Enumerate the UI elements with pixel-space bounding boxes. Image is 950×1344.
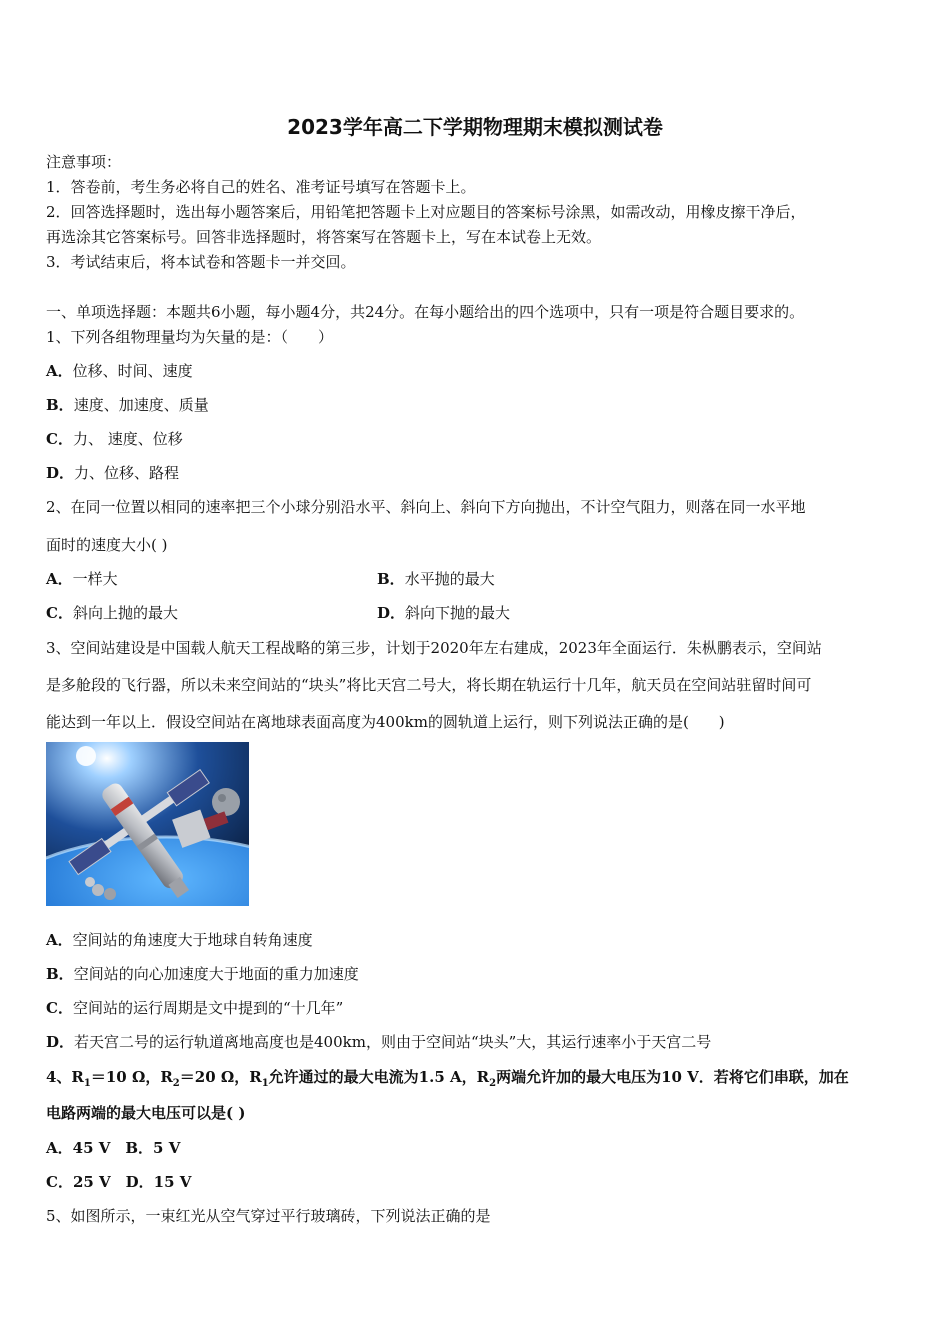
option-text: 速度、加速度、质量 <box>73 396 209 414</box>
stem-part: ＝20 Ω，R <box>179 1068 262 1086</box>
stem-part: 4、R <box>46 1068 84 1086</box>
question-3-option-b <box>46 964 359 984</box>
subscript: 1 <box>261 1078 269 1089</box>
notice-item: 1．答卷前，考生务必将自己的姓名、准考证号填写在答题卡上。 <box>46 178 476 196</box>
space-station-illustration <box>46 742 249 906</box>
stem-part: ＝10 Ω，R <box>90 1068 173 1086</box>
option-label: B． <box>377 570 405 588</box>
stem-part: 两端允许加的最大电压为10 V．若将它们串联，加在 <box>496 1068 849 1086</box>
section-heading: 一、单项选择题：本题共6小题，每小题4分，共24分。在每小题给出的四个选项中，只有一项是符合题目要求的。 <box>46 303 805 321</box>
subscript: 1 <box>83 1078 91 1089</box>
option-text: 水平抛的最大 <box>404 570 495 588</box>
question-3-option-a <box>46 930 313 950</box>
notice-item: 2．回答选择题时，选出每小题答案后，用铅笔把答题卡上对应题目的答案标号涂黑，如需改动，用橡皮擦干净后， <box>46 203 806 221</box>
notice-heading: 注意事项： <box>46 153 122 171</box>
question-2-stem: 2、在同一位置以相同的速率把三个小球分别沿水平、斜向上、斜向下方向抛出，不计空气阻力，则落在同一水平地 <box>46 498 806 516</box>
option-text: 斜向下抛的最大 <box>405 604 511 622</box>
option-label: C． <box>46 430 73 448</box>
subscript: 2 <box>172 1078 180 1089</box>
option-label: C． <box>46 999 73 1017</box>
option-label: B． <box>46 396 74 414</box>
question-1-stem: 1、下列各组物理量均为矢量的是：（ ） <box>46 328 334 346</box>
question-3-stem: 3、空间站建设是中国载人航天工程战略的第三步，计划于2020年左右建成，2023年全面运行．朱枞鹏表示，空间站 <box>46 639 822 657</box>
question-3-stem-cont: 能达到一年以上．假设空间站在离地球表面高度为400km的圆轨道上运行，则下列说法正确的是( ) <box>46 713 725 731</box>
option-label: B． <box>46 965 74 983</box>
question-3-stem-cont: 是多舱段的飞行器，所以未来空间站的“块头”将比天宫二号大，将长期在轨运行十几年，航天员在空间站驻留时间可 <box>46 676 812 694</box>
option-label: C． <box>46 604 73 622</box>
option-text: 空间站的运行周期是文中提到的“十几年” <box>72 999 344 1017</box>
question-4-stem-cont: 电路两端的最大电压可以是( ) <box>46 1104 246 1122</box>
option-label: D． <box>46 464 75 482</box>
question-2-option-c <box>46 603 178 623</box>
question-5-stem: 5、如图所示，一束红光从空气穿过平行玻璃砖，下列说法正确的是 <box>46 1207 491 1225</box>
option-label: A． <box>46 570 73 588</box>
question-3-option-d <box>46 1032 711 1052</box>
question-4-options-row-2: C．25 V D．15 V <box>46 1173 192 1191</box>
option-text: 空间站的角速度大于地球自转角速度 <box>72 931 313 949</box>
page-title: 2023学年高二下学期物理期末模拟测试卷 <box>287 115 663 139</box>
option-text: 力、 速度、位移 <box>72 430 183 448</box>
question-2-stem-cont: 面时的速度大小( ) <box>46 536 168 554</box>
option-text: 若天宫二号的运行轨道离地高度也是400km，则由于空间站“块头”大，其运行速率小于天宫二号 <box>74 1033 712 1051</box>
question-4-stem <box>46 1067 849 1094</box>
option-text: 斜向上抛的最大 <box>72 604 178 622</box>
question-1-option-d <box>46 463 179 483</box>
notice-item: 3．考试结束后，将本试卷和答题卡一并交回。 <box>46 253 356 271</box>
space-station-image <box>46 742 249 906</box>
question-3-option-c <box>46 998 343 1018</box>
option-label: D． <box>46 1033 75 1051</box>
stem-part: 允许通过的最大电流为1.5 A，R <box>268 1068 490 1086</box>
question-1-option-a <box>46 361 193 381</box>
option-label: D． <box>377 604 406 622</box>
question-1-option-c <box>46 429 183 449</box>
option-label: A． <box>46 362 73 380</box>
option-text: 空间站的向心加速度大于地面的重力加速度 <box>73 965 359 983</box>
question-1-option-b <box>46 395 209 415</box>
option-text: 位移、时间、速度 <box>72 362 193 380</box>
subscript: 2 <box>489 1078 497 1089</box>
question-2-option-a <box>46 569 118 589</box>
notice-item: 再选涂其它答案标号。回答非选择题时，将答案写在答题卡上，写在本试卷上无效。 <box>46 228 602 246</box>
option-text: 力、位移、路程 <box>74 464 180 482</box>
option-label: A． <box>46 931 73 949</box>
question-2-option-b <box>377 569 495 589</box>
option-text: 一样大 <box>72 570 118 588</box>
question-2-option-d <box>377 603 510 623</box>
question-4-options-row-1: A．45 V B．5 V <box>46 1139 181 1157</box>
